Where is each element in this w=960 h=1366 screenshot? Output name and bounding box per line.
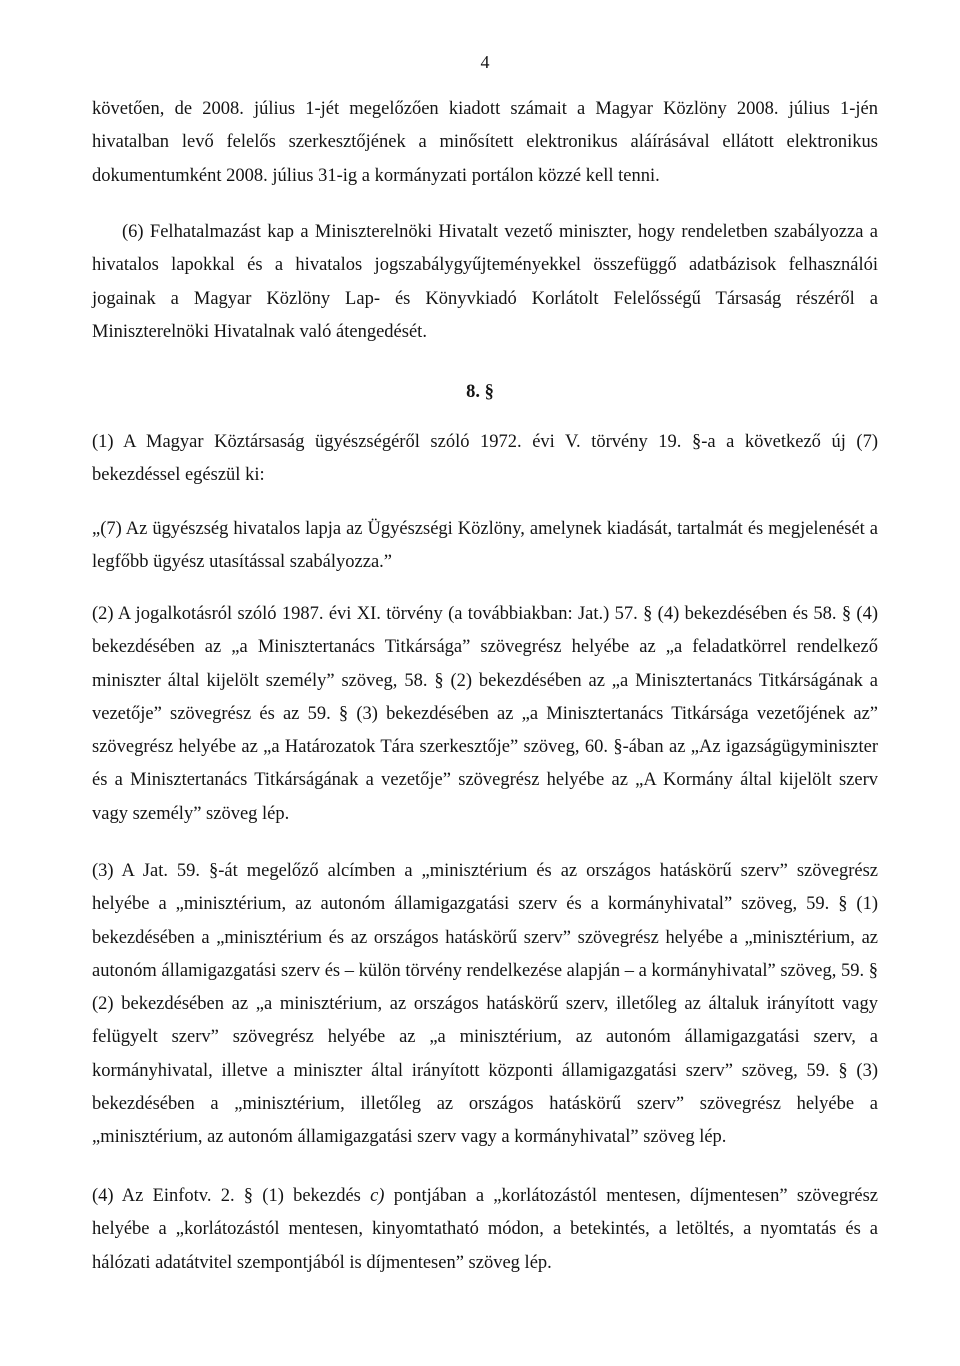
paragraph-8-4 xyxy=(92,1180,878,1280)
paragraph-8-4-start: (4) Az Einfotv. 2. § (1) bekezdés xyxy=(92,1186,371,1206)
paragraph-8-4-end: pontjában a „korlátozástól mentesen, díjmentesen” szövegrész helyébe a „korlátozástól mentesen, kinyomtatható módon, a betekintés, a letöltés, a nyomtatás és a hálózati adatátvitel szempontjából is díjmentesen” szöveg lép. xyxy=(92,1186,878,1273)
paragraph-continuation: követően, de 2008. július 1-jét megelőzően kiadott számait a Magyar Közlöny 2008. július 1-jén hivatalban levő felelős szerkesztőjének a minősített elektronikus aláírásával ellátott elektronikus dokumentumként 2008. július 31-ig a kormányzati portálon közzé kell tenni. xyxy=(92,99,878,186)
section-heading: 8. § xyxy=(466,382,494,402)
paragraph-6: (6) Felhatalmazást kap a Miniszterelnöki Hivatalt vezető miniszter, hogy rendeletben szabályozza a hivatalos lapokkal és a hivatalos jogszabálygyűjteményekkel összefüggő adatbázisok felhasználói jogainak a Magyar Közlöny Lap- és Könyvkiadó Korlátolt Felelősségű Társaság részéről a Miniszterelnöki Hivatalnak való átengedését. xyxy=(92,222,878,342)
paragraph-8-1: (1) A Magyar Köztársaság ügyészségéről szóló 1972. évi V. törvény 19. §-a a következő új (7) bekezdéssel egészül ki: xyxy=(92,432,878,486)
page-number: 4 xyxy=(480,52,490,72)
paragraph-quoted-7: „(7) Az ügyészség hivatalos lapja az Ügyészségi Közlöny, amelynek kiadását, tartalmát és megjelenését a legfőbb ügyész utasítással szabályozza.” xyxy=(92,519,878,573)
paragraph-8-2: (2) A jogalkotásról szóló 1987. évi XI. törvény (a továbbiakban: Jat.) 57. § (4) bekezdésében és 58. § (4) bekezdésében az „a Minisztertanács Titkársága” szövegrész helyébe az „a feladatkörrel rendelkező miniszter által kijelölt személy” szöveg, 58. § (2) bekezdésében az „a Minisztertanács Titkárságának a vezetője” szövegrész és az 59. § (3) bekezdésében az „a Minisztertanács Titkársága vezetőjének az” szövegrész helyébe az „a Határozatok Tára szerkesztője” szöveg, 60. §-ában az „Az igazságügyminiszter és a Minisztertanács Titkárságának a vezetője” szövegrész helyébe az „A Kormány által kijelölt szerv vagy személy” szöveg lép. xyxy=(92,604,878,824)
paragraph-8-4-italic: c) xyxy=(370,1186,385,1206)
paragraph-8-3: (3) A Jat. 59. §-át megelőző alcímben a „minisztérium és az országos hatáskörű szerv” szövegrész helyébe a „minisztérium, az autonóm államigazgatási szerv és a kormányhivatal” szöveg, 59. § (1) bekezdésében a „minisztérium és az országos hatáskörű szerv” szövegrész helyébe a „minisztérium, az autonóm államigazgatási szerv és – külön törvény rendelkezése alapján – a kormányhivatal” szöveg, 59. § (2) bekezdésében az „a minisztérium, az országos hatáskörű szerv, illetőleg az általuk irányított vagy felügyelt szerv” szövegrész helyébe az „a minisztérium, az autonóm államigazgatási szerv, a kormányhivatal, illetve a miniszter által irányított központi államigazgatási szerv” szöveg, 59. § (3) bekezdésében a „minisztérium, illetőleg az országos hatáskörű szerv” szövegrész helyébe a „minisztérium, az autonóm államigazgatási szerv vagy a kormányhivatal” szöveg lép. xyxy=(92,861,878,1148)
